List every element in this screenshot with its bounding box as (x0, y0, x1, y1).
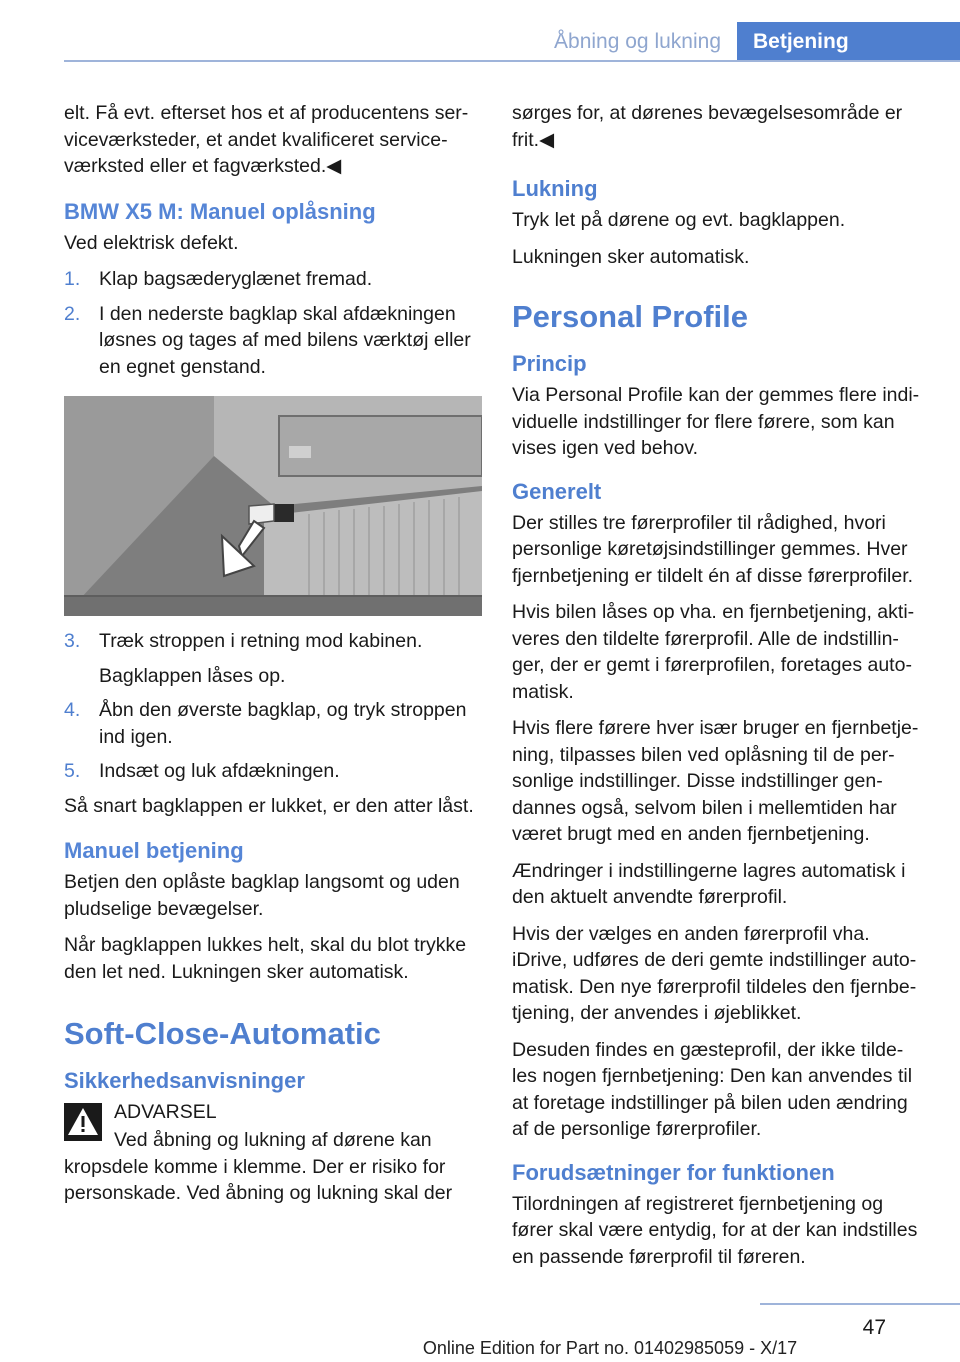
heading-personal-profile: Personal Profile (512, 299, 749, 334)
intro-paragraph: elt. Få evt. efterset hos et af producentens ser‐viceværksteder, et andet kvalificeret service‐værksted eller et fagværksted.◀ (64, 102, 469, 177)
header-section-tab: Åbning og lukning (554, 30, 721, 53)
trunk-cover-photo (64, 396, 482, 616)
closing-text-1: Tryk let på dørene og evt. bagklappen. (512, 209, 846, 231)
heading-prerequisites: Forudsætninger for funktionen (512, 1159, 835, 1185)
manual-op-text-2: Når bagklappen lukkes helt, skal du blot trykke den let ned. Lukningen sker automatisk. (64, 934, 467, 983)
prerequisites-text: Tilordningen af registreret fjernbetjening og fører skal være entydig, for at der kan indstilles en passende førerprofil til føreren. (512, 1192, 918, 1268)
heading-safety: Sikkerhedsanvisninger (64, 1068, 305, 1093)
step3-note: Bagklappen låses op. (99, 664, 286, 687)
steps-list-c (64, 697, 482, 785)
general-text-1: Der stilles tre førerprofiler til rådighed, hvori personlige køretøjsindstillinger gemmes. Hver fjernbetjening er tildelt én af disse førerprofiler. (512, 511, 914, 587)
general-text-2: Hvis bilen låses op vha. en fjernbetjening, akti‐veres den tildelte førerprofil. Alle de indstillin‐ger, der er gemt i førerprofilen, foretages auto‐matisk. (512, 601, 915, 703)
heading-manual-operation: Manuel betjening (64, 838, 244, 863)
heading-soft-close: Soft-Close-Automatic (64, 1016, 381, 1051)
warning-label: ADVARSEL (114, 1101, 217, 1123)
manual-op-text-1: Betjen den oplåste bagklap langsomt og uden pludselige bevægelser. (64, 871, 460, 920)
list-item: 3. Træk stroppen i retning mod kabinen. (64, 630, 423, 652)
closing-text-2: Lukningen sker automatisk. (512, 245, 750, 268)
heading-manual-unlock: BMW X5 M: Manuel oplåsning (64, 198, 376, 224)
locked-text: Så snart bagklappen er lukket, er den atter låst. (64, 794, 474, 817)
warning-block (64, 1099, 482, 1153)
footer-rule (760, 1303, 960, 1305)
general-text-3: Hvis flere førere hver især bruger en fjernbetje‐ning, tilpasses bilen ved oplåsning til de per‐sonlige indstillinger. Disse indstillinger gen‐dannes også, selvom bilen i mellemtiden har været brugt med en anden fjernbetjening. (512, 717, 919, 845)
general-text-4: Ændringer i indstillingerne lagres automatisk i den aktuelt anvendte førerprofil. (512, 859, 906, 908)
electric-defect-text: Ved elektrisk defekt. (64, 231, 239, 254)
trunk-illustration (64, 396, 482, 616)
steps-list-a (64, 266, 482, 380)
edition-footer: Online Edition for Part no. 01402985059 - X/17 (422, 1338, 798, 1358)
principle-text: Via Personal Profile kan der gemmes flere indi‐viduelle indstillinger for flere førere, som kan vises igen ved behov. (512, 384, 920, 459)
warning-text: Ved åbning og lukning af dørene kan kropsdele komme i klemme. Der er risiko for personskade. Ved åbning og lukning skal der (64, 1129, 453, 1204)
right-column (512, 100, 927, 1280)
header-rule (64, 60, 960, 62)
left-column (64, 100, 482, 1217)
continued-paragraph: sørges for, at dørenes bevægelsesområde er frit.◀ (512, 102, 903, 151)
list-item: 2. I den nederste bagklap skal afdækningen løsnes og tages af med bilens værktøj eller en egnet genstand. (64, 302, 471, 378)
list-item: 5. Indsæt og luk afdækningen. (64, 760, 340, 782)
heading-principle: Princip (512, 351, 587, 376)
general-text-6: Desuden findes en gæsteprofil, der ikke tilde‐les nogen fjernbetjening: Den kan anvendes til at foretage indstillinger på bilen uden ændring af de personlige førerprofiler. (512, 1038, 913, 1140)
list-item: 1. Klap bagsæderyglænet fremad. (64, 268, 373, 290)
heading-general: Generelt (512, 478, 602, 504)
header-chapter-tab: Betjening (737, 22, 960, 62)
page-number: 47 (862, 1316, 886, 1339)
warning-triangle-icon (64, 1103, 102, 1141)
steps-list-b (64, 628, 482, 655)
heading-closing: Lukning (512, 176, 598, 201)
general-text-5: Hvis der vælges en anden førerprofil vha. iDrive, udføres de deri gemte indstillinger auto‐matisk. Den nye førerprofil tildeles den fjernbe‐tjening, der anvendes i øjeblikket. (512, 922, 917, 1024)
list-item: 4. Åbn den øverste bagklap, og tryk stroppen ind igen. (64, 699, 467, 748)
